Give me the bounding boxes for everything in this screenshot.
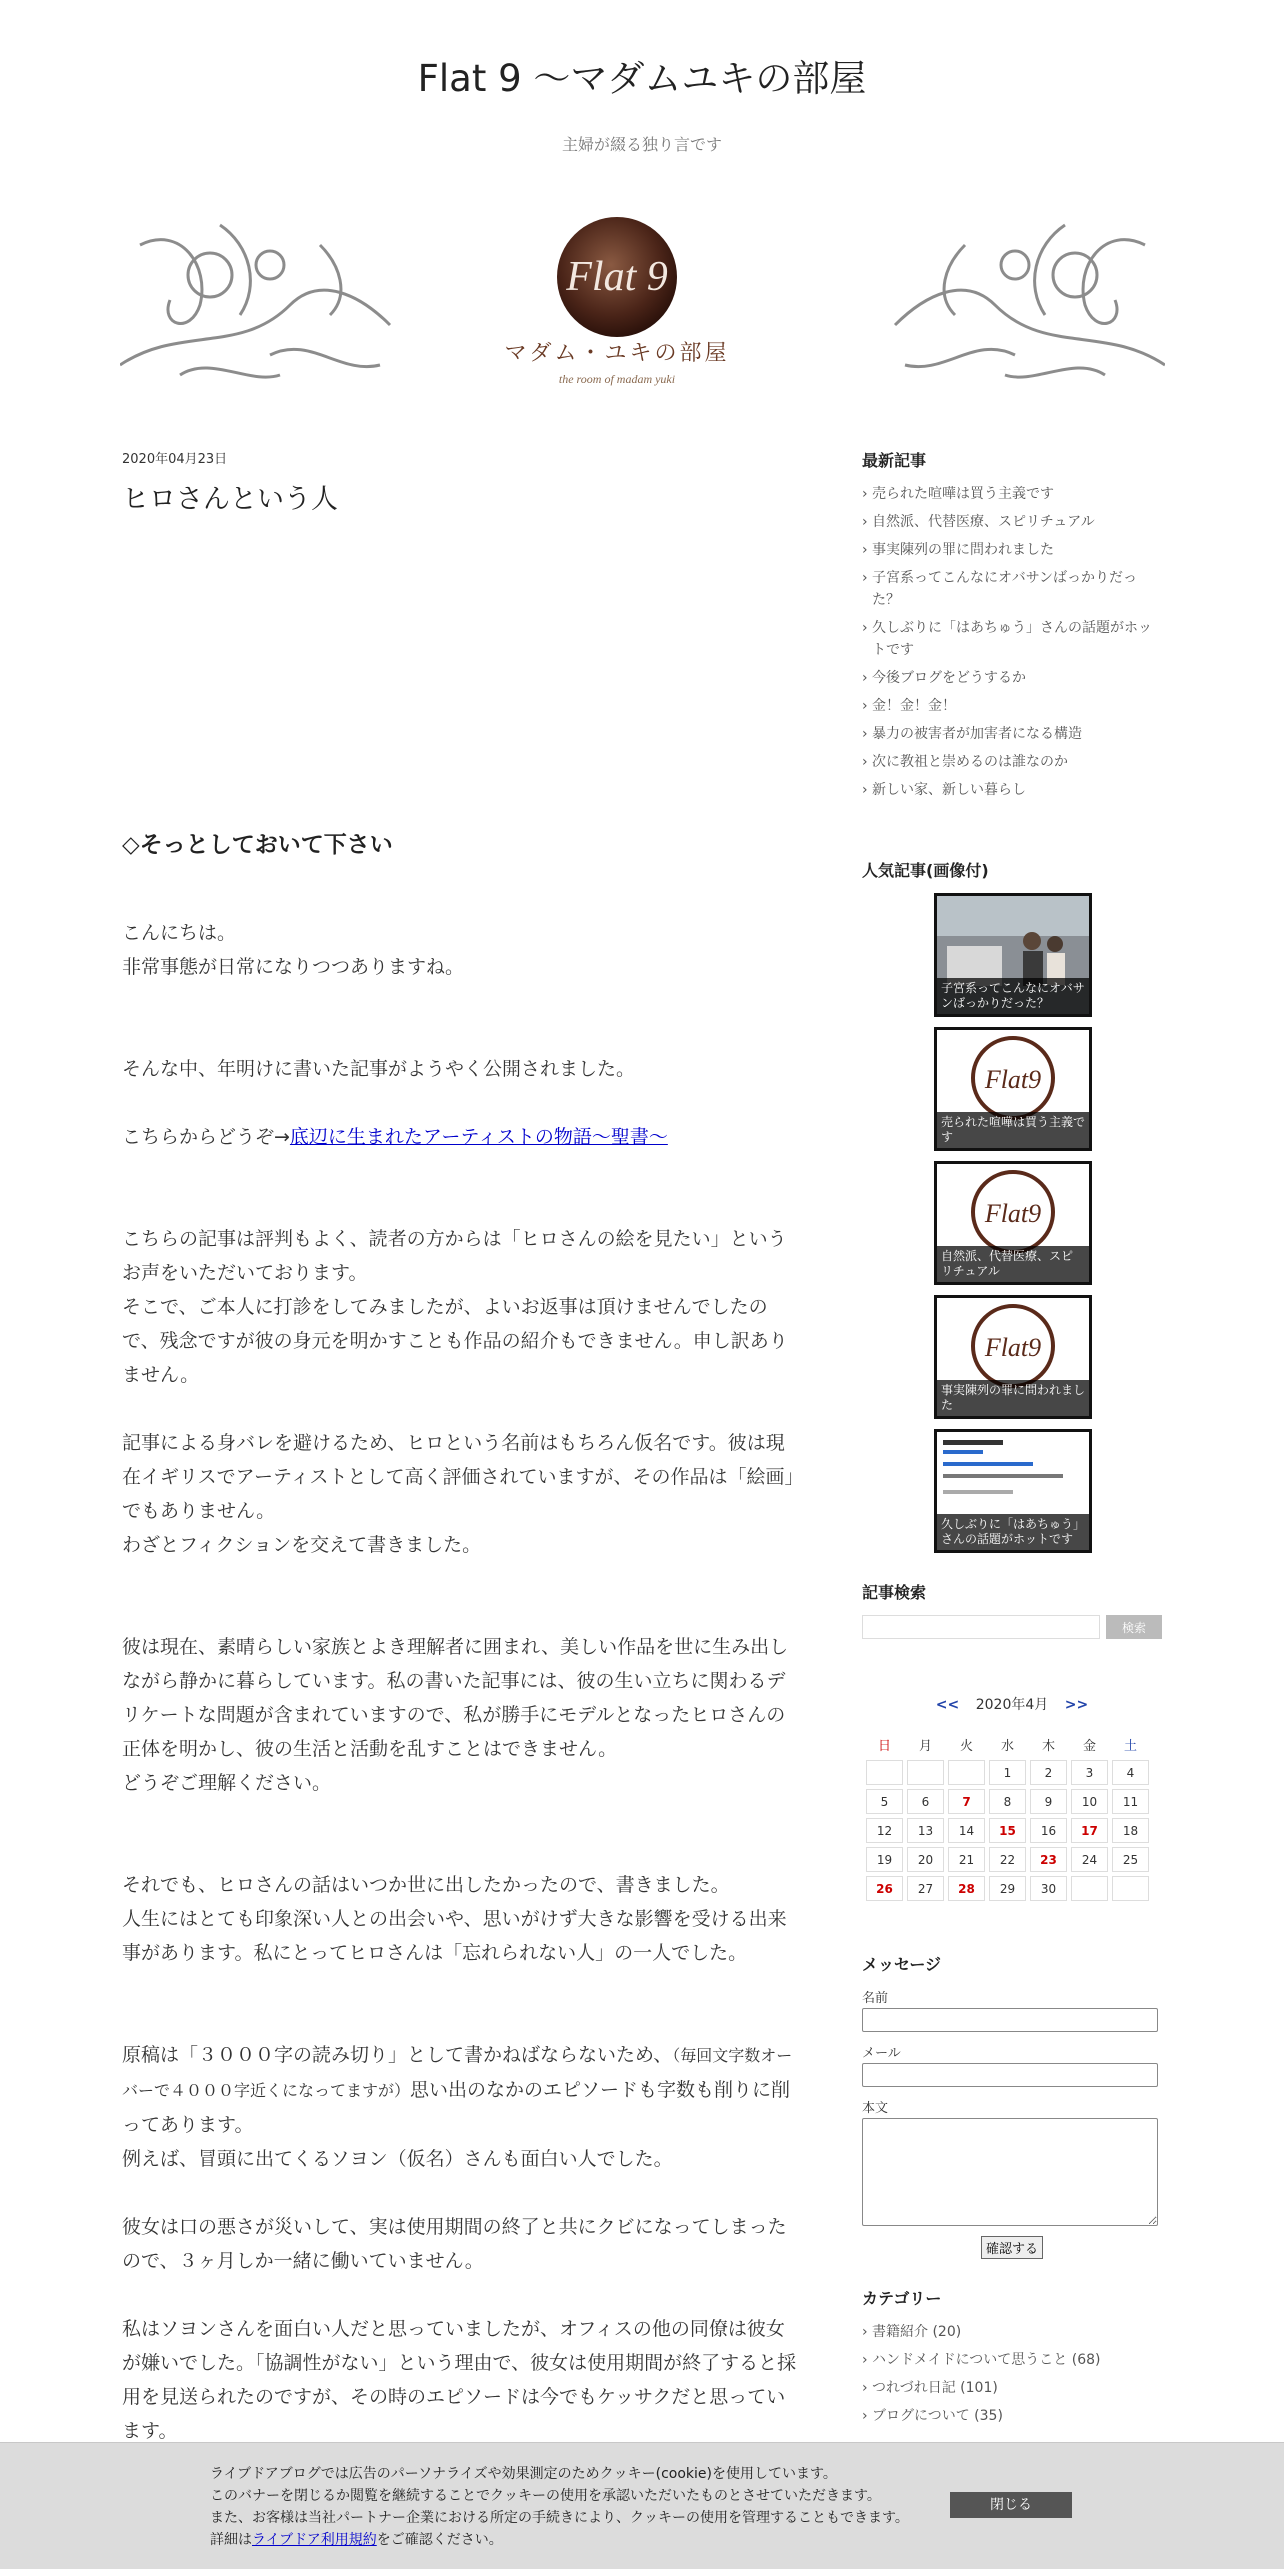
calendar-day[interactable]: 7	[948, 1789, 985, 1814]
calendar-day: 9	[1030, 1789, 1067, 1814]
paragraph: そこで、ご本人に打診をしてみましたが、よいお返事は頂けませんでしたので、残念ですが彼の身元を明かすことも作品の紹介もできません。申し訳ありません。	[122, 1296, 788, 1386]
popular-post-caption: 子宮系ってこんなにオバサンばっかりだった？	[937, 978, 1089, 1014]
recent-post-link[interactable]: › 自然派、代替医療、スピリチュアル	[862, 511, 1162, 533]
calendar-day: 11	[1112, 1789, 1149, 1814]
popular-post-card[interactable]	[934, 1429, 1092, 1553]
category-link[interactable]: › ハンドメイドについて思うこと (68)	[862, 2349, 1162, 2371]
popular-post-caption: 売られた喧嘩は買う主義です	[937, 1112, 1089, 1148]
cookie-line: また、お客様は当社パートナー企業における所定の手続きにより、クッキーの使用を管理することもできます。	[210, 2510, 909, 2526]
weekday-header: 木	[1041, 1738, 1055, 1754]
popular-post-card[interactable]	[934, 1295, 1092, 1419]
popular-posts-title: 人気記事(画像付)	[862, 861, 989, 880]
cookie-line: このバナーを閉じるか閲覧を継続することでクッキーの使用を承認いただいたものとさせていただきます。	[210, 2488, 881, 2504]
calendar-day: 12	[866, 1818, 903, 1843]
search-title: 記事検索	[862, 1583, 927, 1602]
calendar-day: 22	[989, 1847, 1026, 1872]
recent-post-link[interactable]: › 金！金！金！	[862, 695, 1162, 717]
calendar-day[interactable]: 28	[948, 1876, 985, 1901]
post-date: 2020年04月23日	[122, 452, 228, 467]
calendar-header	[862, 1694, 1162, 1714]
cookie-banner	[0, 2442, 1284, 2569]
search-button[interactable]: 検索	[1106, 1615, 1162, 1639]
recent-posts-list	[862, 483, 1162, 801]
calendar-day: 10	[1071, 1789, 1108, 1814]
category-link[interactable]: › つれづれ日記 (101)	[862, 2377, 1162, 2399]
calendar-next-link[interactable]: >>	[1064, 1697, 1089, 1713]
right-floral-ornament	[895, 225, 1165, 377]
categories-list	[862, 2321, 1162, 2427]
paragraph: こちらの記事は評判もよく、読者の方からは「ヒロさんの絵を見たい」というお声をいただいております。	[122, 1228, 787, 1284]
calendar-day: 3	[1071, 1760, 1108, 1785]
popular-posts-widget	[862, 858, 1162, 1563]
recent-posts-widget	[862, 448, 1162, 801]
confirm-button[interactable]: 確認する	[981, 2236, 1043, 2259]
paragraph: それでも、ヒロさんの話はいつか世に出したかったので、書きました。	[122, 1874, 730, 1896]
recent-post-link[interactable]: › 久しぶりに「はあちゅう」さんの話題がホットです	[862, 617, 1162, 661]
recent-post-link[interactable]: › 新しい家、新しい暮らし	[862, 779, 1162, 801]
main-content	[122, 448, 802, 2442]
mail-label: メール	[862, 2046, 901, 2061]
recent-post-link[interactable]: › 売られた喧嘩は買う主義です	[862, 483, 1162, 505]
calendar-day: 2	[1030, 1760, 1067, 1785]
calendar-day: 20	[907, 1847, 944, 1872]
paragraph: 彼は現在、素晴らしい家族とよき理解者に囲まれ、美しい作品を世に生み出しながら静かに暮らしています。私の書いた記事には、彼の生い立ちに関わるデリケートな問題が含まれていますので、私が勝手にモデルとなったヒロさんの正体を明かし、彼の生活と活動を乱すことはできません。	[122, 1636, 789, 1760]
weekday-header: 日	[877, 1738, 891, 1754]
terms-link[interactable]: ライブドア利用規約	[252, 2532, 377, 2548]
recent-post-link[interactable]: › 今後ブログをどうするか	[862, 667, 1162, 689]
header-banner[interactable]	[120, 205, 1165, 400]
svg-text:Flat9: Flat9	[984, 1199, 1042, 1228]
weekday-header: 土	[1123, 1738, 1137, 1754]
calendar-day	[1071, 1876, 1108, 1901]
paragraph	[122, 1120, 802, 1154]
search-widget	[862, 1580, 1162, 1639]
calendar-day[interactable]: 26	[866, 1876, 903, 1901]
calendar-day: 5	[866, 1789, 903, 1814]
logo-subtitle: マダム・ユキの部屋	[504, 340, 730, 365]
recent-post-link[interactable]: › 暴力の被害者が加害者になる構造	[862, 723, 1162, 745]
popular-post-caption: 久しぶりに「はあちゅう」さんの話題がホットです	[937, 1514, 1089, 1550]
calendar-day: 30	[1030, 1876, 1067, 1901]
calendar-day	[948, 1760, 985, 1785]
paragraph: そんな中、年明けに書いた記事がようやく公開されました。	[122, 1058, 636, 1080]
calendar-table	[862, 1728, 1153, 1905]
calendar-month: 2020年4月	[975, 1697, 1049, 1713]
cookie-line: ライブドアブログでは広告のパーソナライズや効果測定のためクッキー(cookie)を使用しています。	[210, 2466, 837, 2482]
link-prefix: こちらからどうぞ→	[122, 1126, 290, 1148]
weekday-header: 火	[959, 1738, 973, 1754]
cookie-message	[210, 2463, 909, 2551]
category-link[interactable]: › 書籍紹介 (20)	[862, 2321, 1162, 2343]
cookie-line	[210, 2529, 909, 2551]
calendar-day	[907, 1760, 944, 1785]
paragraph: 例えば、冒頭に出てくるソヨン（仮名）さんも面白い人でした。	[122, 2148, 673, 2170]
post-body	[122, 828, 802, 2448]
cookie-detail-suffix: をご確認ください。	[376, 2532, 503, 2548]
calendar-day: 6	[907, 1789, 944, 1814]
categories-title: カテゴリー	[862, 2289, 942, 2308]
calendar-day: 14	[948, 1818, 985, 1843]
calendar-day[interactable]: 15	[989, 1818, 1026, 1843]
email-field[interactable]	[862, 2063, 1158, 2087]
popular-post-card[interactable]	[934, 893, 1092, 1017]
paragraph: こんにちは。	[122, 922, 237, 944]
paragraph: わざとフィクションを交えて書きました。	[122, 1534, 482, 1556]
calendar-day: 1	[989, 1760, 1026, 1785]
calendar-day	[866, 1760, 903, 1785]
paragraph: 記事による身バレを避けるため、ヒロという名前はもちろん仮名です。彼は現在イギリスでアーティストとして高く評価されていますが、その作品は「絵画」でもありません。	[122, 1432, 795, 1522]
calendar-widget	[862, 1694, 1162, 1905]
cookie-close-button[interactable]: 閉じる	[950, 2492, 1072, 2518]
paragraph: 私はソヨンさんを面白い人だと思っていましたが、オフィスの他の同僚は彼女が嫌いでした。「協調性がない」という理由で、彼女は使用期間が終了すると採用を見送られたのですが、その時のエピソードは今でもケッサクだと思っています。	[122, 2318, 797, 2442]
post-heading: ◇そっとしておいて下さい	[122, 832, 393, 858]
calendar-day: 24	[1071, 1847, 1108, 1872]
popular-post-caption: 自然派、代替医療、スピリチュアル	[937, 1246, 1089, 1282]
recent-post-link[interactable]: › 次に教祖と崇めるのは誰なのか	[862, 751, 1162, 773]
weekday-header: 月	[918, 1738, 932, 1754]
calendar-day[interactable]: 23	[1030, 1847, 1067, 1872]
name-label: 名前	[862, 1991, 889, 2006]
svg-text:Flat9: Flat9	[984, 1065, 1042, 1094]
sidebar	[862, 448, 1162, 2424]
recent-posts-title: 最新記事	[862, 451, 927, 470]
search-row	[862, 1615, 1162, 1639]
popular-post-card[interactable]	[934, 1027, 1092, 1151]
calendar-day: 16	[1030, 1818, 1067, 1843]
calendar-day: 25	[1112, 1847, 1149, 1872]
message-body-field[interactable]	[862, 2118, 1158, 2226]
paragraph: 彼女は口の悪さが災いして、実は使用期間の終了と共にクビになってしまったので、３ヶ月しか一緒に働いていません。	[122, 2216, 787, 2272]
site-title[interactable]: Flat 9 〜マダムユキの部屋	[417, 57, 867, 100]
message-title: メッセージ	[862, 1955, 942, 1974]
paragraph	[122, 2038, 802, 2142]
calendar-day: 29	[989, 1876, 1026, 1901]
calendar-day: 19	[866, 1847, 903, 1872]
paragraph-part: 原稿は「３０００字の読み切り」として書かねばならないため、	[122, 2044, 673, 2066]
paragraph: 人生にはとても印象深い人との出会いや、思いがけず大きな影響を受ける出来事があります。私にとってヒロさんは「忘れられない人」の一人でした。	[122, 1908, 787, 1964]
logo-tagline: the room of madam yuki	[558, 372, 676, 386]
calendar-day: 21	[948, 1847, 985, 1872]
paragraph: 非常事態が日常になりつつありますね。	[122, 956, 465, 978]
site-description: 主婦が綴る独り言です	[561, 135, 722, 154]
calendar-day: 4	[1112, 1760, 1149, 1785]
logo-text: Flat 9	[566, 254, 668, 300]
calendar-prev-link[interactable]: <<	[935, 1697, 960, 1713]
cookie-detail-prefix: 詳細は	[210, 2532, 252, 2548]
calendar-day: 13	[907, 1818, 944, 1843]
weekday-header: 水	[1000, 1738, 1014, 1754]
popular-post-card[interactable]	[934, 1161, 1092, 1285]
calendar-day: 8	[989, 1789, 1026, 1814]
post-title[interactable]: ヒロさんという人	[122, 484, 338, 515]
calendar-day[interactable]: 17	[1071, 1818, 1108, 1843]
category-link[interactable]: › ブログについて (35)	[862, 2405, 1162, 2427]
paragraph-part: 思い出のなかのエピソードも字数も削りに削ってあります。	[122, 2079, 791, 2136]
recent-post-link[interactable]: › 事実陳列の罪に問われました	[862, 539, 1162, 561]
categories-widget	[862, 2286, 1162, 2433]
paragraph: どうぞご理解ください。	[122, 1772, 332, 1794]
paragraph-aside: （毎回文字数オーバーで４０００字近くになってますが）	[122, 2046, 793, 2100]
body-label: 本文	[862, 2101, 889, 2116]
message-widget	[862, 1952, 1162, 2259]
recent-post-link[interactable]: › 子宮系ってこんなにオバサンばっかりだった？	[862, 567, 1162, 611]
svg-text:Flat9: Flat9	[984, 1333, 1042, 1362]
name-field[interactable]	[862, 2008, 1158, 2032]
calendar-day	[1112, 1876, 1149, 1901]
article-link[interactable]: 底辺に生まれたアーティストの物語〜聖書〜	[289, 1126, 668, 1148]
search-input[interactable]	[862, 1615, 1100, 1639]
calendar-day: 27	[907, 1876, 944, 1901]
left-floral-ornament	[120, 225, 390, 377]
popular-post-caption: 事実陳列の罪に問われました	[937, 1380, 1089, 1416]
calendar-day: 18	[1112, 1818, 1149, 1843]
weekday-header: 金	[1082, 1738, 1096, 1754]
